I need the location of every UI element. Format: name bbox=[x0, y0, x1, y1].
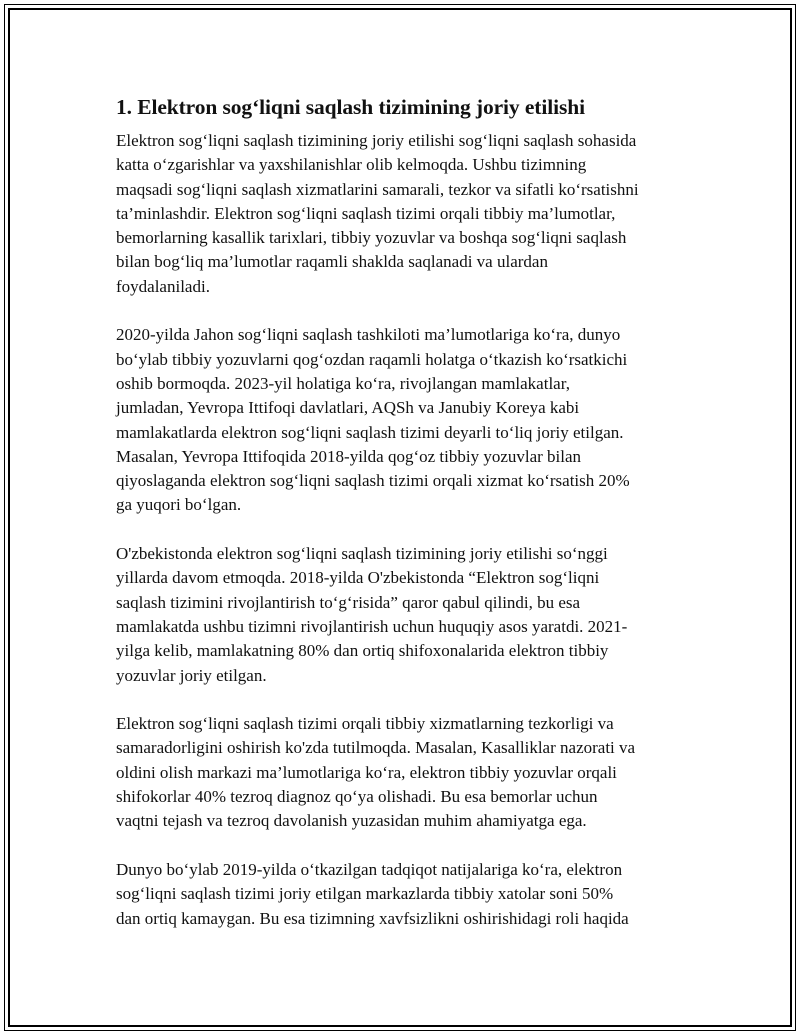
paragraph-3: O'zbekistonda elektron sog‘liqni saqlash tizimining joriy etilishi so‘nggi yillarda davom etmoqda. 2018-yilda O'zbekistonda “Elektron sog‘liqni saqlash tizimini rivojlantirish to‘g‘risida” qaror qabul qilindi, bu esa mamlakatda ushbu tizimni rivojlantirish uchun huquqiy asos yaratdi. 2021- yilga kelib, mamlakatning 80% dan ortiq shifoxonalarida elektron tibbiy yozuvlar joriy etilgan. bbox=[116, 544, 628, 685]
page-frame bbox=[4, 4, 796, 1031]
section-heading: 1. Elektron sog‘liqni saqlash tizimining joriy etilishi bbox=[116, 95, 585, 119]
paragraph-2: 2020-yilda Jahon sog‘liqni saqlash tashkiloti ma’lumotlariga ko‘ra, dunyo bo‘ylab tibbiy yozuvlarni qog‘ozdan raqamli holatga o‘tkazish ko‘rsatkichi oshib bormoqda. 2023-yil holatiga ko‘ra, rivojlangan mamlakatlar, jumladan, Yevropa Ittifoqi davlatlari, AQSh va Janubiy Koreya kabi mamlakatlarda elektron sog‘liqni saqlash tizimi deyarli to‘liq joriy etilgan. Masalan, Yevropa Ittifoqida 2018-yilda qog‘oz tibbiy yozuvlar bilan qiyoslaganda elektron sog‘liqni saqlash tizimi orqali xizmat ko‘rsatish 20% ga yuqori bo‘lgan. bbox=[116, 325, 630, 515]
paragraph-4: Elektron sog‘liqni saqlash tizimi orqali tibbiy xizmatlarning tezkorligi va samaradorligini oshirish ko'zda tutilmoqda. Masalan, Kasalliklar nazorati va oldini olish markazi ma’lumotlariga ko‘ra, elektron tibbiy yozuvlar orqali shifokorlar 40% tezroq diagnoz qo‘ya olishadi. Bu esa bemorlar uchun vaqtni tejash va tezroq davolanish yuzasidan muhim ahamiyatga ega. bbox=[116, 714, 636, 831]
document-body bbox=[116, 93, 691, 955]
paragraph-5: Dunyo bo‘ylab 2019-yilda o‘tkazilgan tadqiqot natijalariga ko‘ra, elektron sog‘liqni saqlash tizimi joriy etilgan markazlarda tibbiy xatolar soni 50% dan ortiq kamaygan. Bu esa tizimning xavfsizlikni oshirishidagi roli haqida bbox=[116, 859, 629, 928]
paragraph-1: Elektron sog‘liqni saqlash tizimining joriy etilishi sog‘liqni saqlash sohasida katta o‘zgarishlar va yaxshilanishlar olib kelmoqda. Ushbu tizimning maqsadi sog‘liqni saqlash xizmatlarini samarali, tezkor va sifatli ko‘rsatishni ta’minlashdir. Elektron sog‘liqni saqlash tizimi orqali tibbiy ma’lumotlar, bemorlarning kasallik tarixlari, tibbiy yozuvlar va boshqa sog‘liqni saqlash bilan bog‘liq ma’lumotlar raqamli shaklda saqlanadi va ulardan foydalaniladi. bbox=[116, 131, 639, 296]
